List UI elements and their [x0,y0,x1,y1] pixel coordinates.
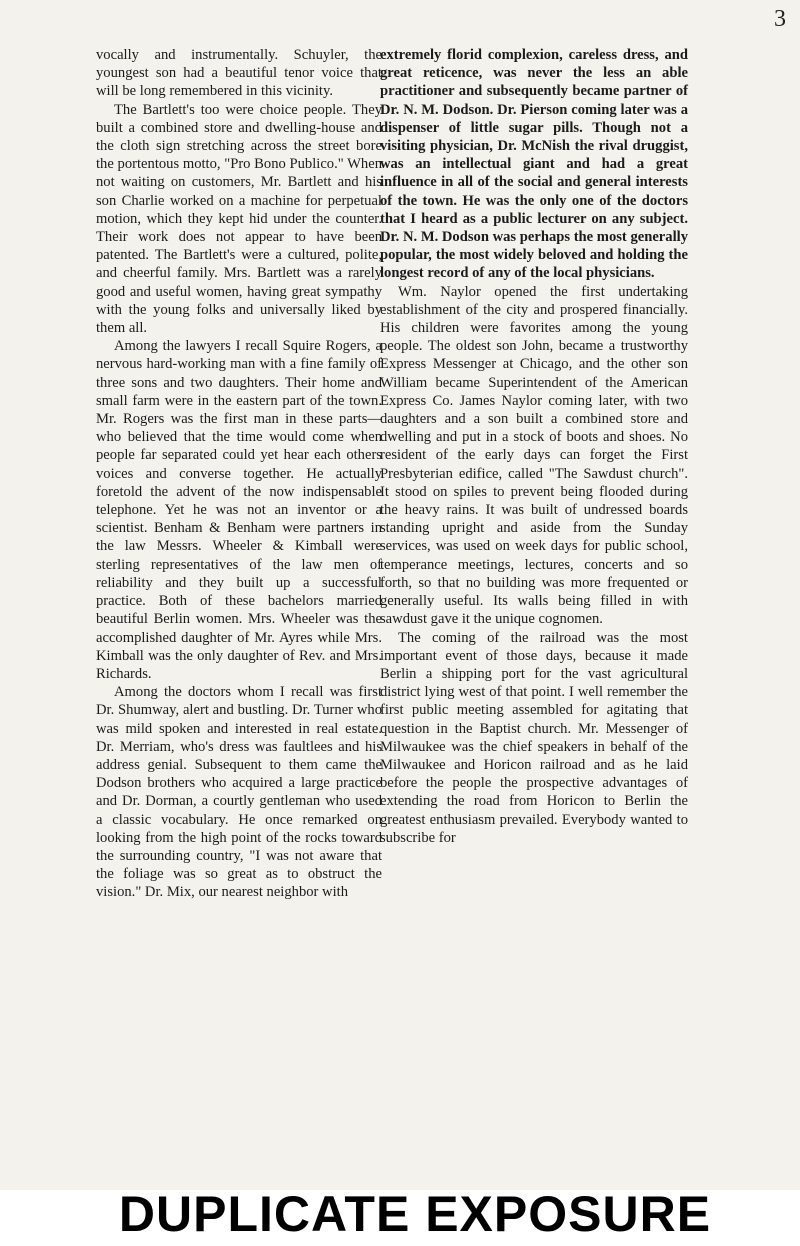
paragraph: The Bartlett's too were choice people. They built a combined store and dwelling-house and the cloth sign stretching across the street bore the portentous motto, "Pro Bono Publico." When not waiting on customers, Mr. Bartlett and his son Charlie worked on a machine for perpetual motion, which they kept hid under the counter. Their work does not appear to have been patented. The Bartlett's were a cultured, polite, and cheerful family. Mrs. Bartlett was a rarely good and useful women, having great sympathy with the young folks and universally liked by them all. [96,101,382,337]
left-column [96,46,382,902]
paragraph: extremely florid complexion, careless dress, and great reticence, was never the less an able practitioner and subsequently became partner of Dr. N. M. Dodson. Dr. Pierson coming later was a dispenser of little sugar pills. Though not a visiting physician, Dr. McNish the rival druggist, was an intellectual giant and had a great influence in all of the social and general interests of the town. He was the only one of the doctors that I heard as a public lecturer on any subject. Dr. N. M. Dodson was perhaps the most generally popular, the most widely beloved and holding the longest record of any of the local physicians. [380,47,688,282]
page-number: 3 [774,6,786,32]
paragraph: The coming of the railroad was the most important event of those days, because it made Berlin a shipping port for the vast agricultural district lying west of that point. I well remember the first public meeting assembled for agitating that question in the Baptist church. Mr. Messenger of Milwaukee was the chief speakers in behalf of the Milwaukee and Horicon railroad and as he laid before the people the prospective advantages of extending the road from Horicon to Berlin the greatest enthusiasm prevailed. Everybody wanted to subscribe for [380,629,688,846]
paragraph: Among the lawyers I recall Squire Rogers, a nervous hard-working man with a fine family of three sons and two daughters. Their home and small farm were in the eastern part of the town. Mr. Rogers was the first man in these parts— who believed that the time would come when people far separated could yet hear each others voices and converse together. He actually foretold the advent of the now indispensable telephone. Yet he was not an inventor or a scientist. Benham & Benham were partners in the law Messrs. Wheeler & Kimball were sterling representatives of the law men of reliability and they built up a successful practice. Both of these bachelors married beautiful Berlin women. Mrs. Wheeler was the accomplished daughter of Mr. Ayres while Mrs. Kimball was the only daughter of Rev. and Mrs. Richards. [96,338,382,682]
paragraph: Among the doctors whom I recall was first Dr. Shumway, alert and bustling. Dr. Turner who was mild spoken and interested in real estate. Dr. Merriam, who's dress was faultlees and his address genial. Subsequent to them came the Dodson brothers who acquired a large practice and Dr. Dorman, a courtly gentleman who used a classic vocabulary. He once remarked on looking from the high point of the rocks toward the surrounding country, "I was not aware that the foliage was so great as to obstruct the vision." Dr. Mix, our nearest neighbor with [96,684,382,901]
duplicate-exposure-label: DUPLICATE EXPOSURE [118,1186,712,1242]
paragraph: vocally and instrumentally. Schuyler, the youngest son had a beautiful tenor voice that will be long remembered in this vicinity. [96,47,382,100]
paragraph: Wm. Naylor opened the first undertaking establishment of the city and prospered financially. His children were favorites among the young people. The oldest son John, became a trustworthy Express Messenger at Chicago, and the other son William became Superintendent of the American Express Co. James Naylor coming later, with two daughters and a son built a combined store and dwelling and put in a stock of boots and shoes. No resident of the early days can forget the First Presbyterian edifice, called "The Sawdust church". It stood on spiles to prevent being flooded during the heavy rains. It was built of undressed boards standing upright and aside from the Sunday services, was used on week days for public school, temperance meetings, lectures, concerts and so forth, so that no building was more frequented or generally useful. Its walls being filled in with sawdust gave it the unique cognomen. [380,283,688,628]
right-column [380,46,688,847]
